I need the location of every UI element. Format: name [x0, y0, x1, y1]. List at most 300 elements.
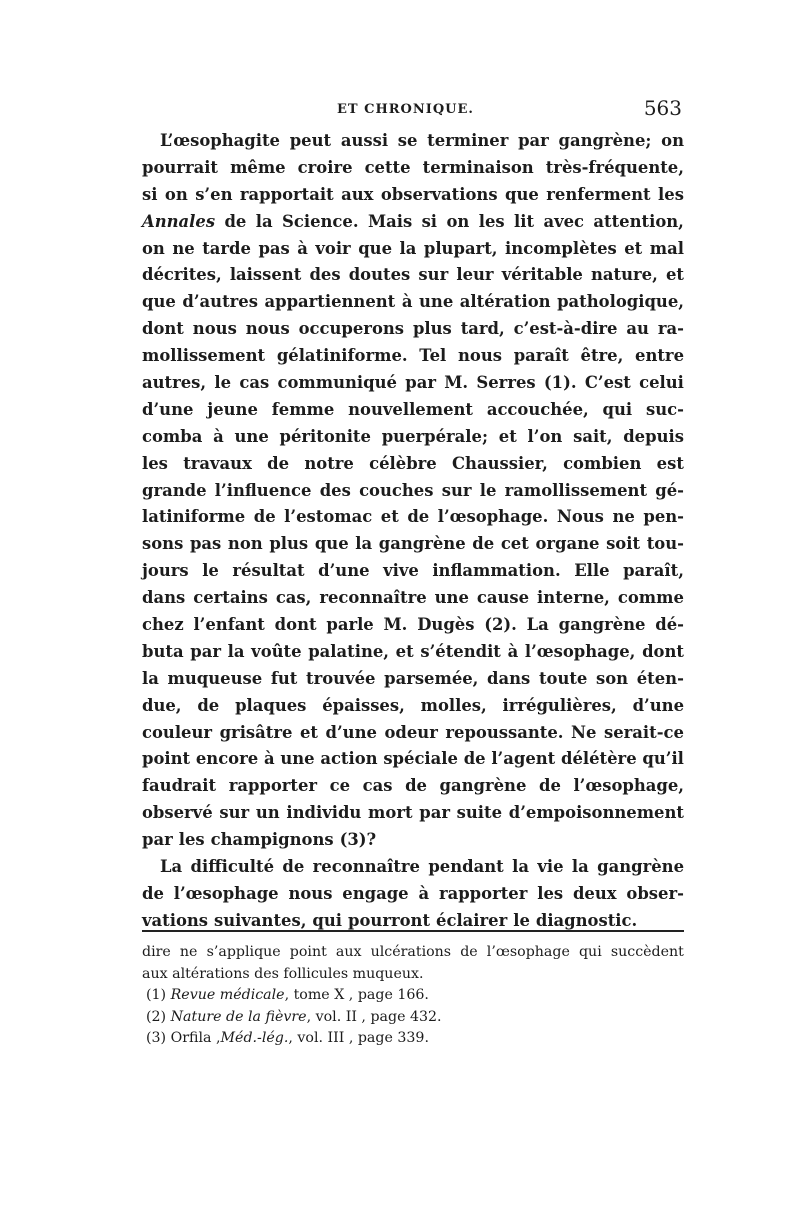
text-line — [142, 289, 684, 316]
word: plus — [412, 319, 452, 339]
word: la — [227, 641, 245, 661]
word: l’œsophage, — [524, 641, 636, 661]
word: que — [142, 292, 176, 312]
word: (3)? — [339, 830, 377, 850]
word: une — [434, 588, 469, 608]
word: par — [405, 373, 436, 393]
text-line — [142, 585, 684, 612]
word: et — [380, 507, 399, 527]
word: ne — [612, 507, 635, 527]
word: éten- — [636, 668, 684, 688]
footnote-1-ref: , tome X , page 166. — [284, 987, 429, 1003]
text-line — [142, 343, 684, 370]
text-line — [142, 155, 684, 182]
word: La — [160, 857, 183, 877]
word: C’est — [584, 373, 631, 393]
word: observé — [142, 803, 213, 823]
word: épaisses, — [322, 695, 405, 715]
footnote-continuation-text: aux altérations des follicules muqueux. — [142, 965, 424, 982]
word: le — [513, 910, 530, 930]
word: jeune — [207, 399, 258, 419]
word: de — [142, 883, 164, 903]
footnote-continuation-line-2 — [142, 964, 684, 986]
word: nous — [245, 319, 290, 339]
word: la — [142, 668, 159, 688]
word: très-fréquente, — [545, 157, 684, 177]
word: on — [446, 211, 470, 231]
word: faudrait — [142, 776, 217, 796]
word: latiniforme — [142, 507, 246, 527]
word: que — [314, 534, 349, 554]
word: nous — [457, 346, 502, 366]
word: ce — [329, 776, 351, 796]
word: non — [227, 534, 263, 554]
word: de — [405, 776, 427, 796]
word: de — [253, 507, 276, 527]
running-title: ET CHRONIQUE. — [337, 102, 474, 117]
word: les — [178, 830, 205, 850]
word: à — [213, 426, 224, 446]
word: se — [397, 131, 418, 150]
word: communiqué — [277, 373, 397, 393]
word: pourront — [348, 910, 431, 930]
word: point — [289, 944, 327, 960]
word: (2). — [484, 615, 517, 635]
word: terminaison — [422, 157, 534, 177]
word: gélatiniforme. — [276, 346, 408, 366]
word: Tel — [419, 346, 447, 366]
word: autres, — [142, 373, 207, 393]
word: Chaussier, — [452, 453, 548, 473]
word: couleur — [142, 722, 213, 742]
footnote-3-source: Méd.-lég. — [220, 1030, 289, 1046]
word: M. — [444, 373, 469, 393]
word: s’étendit — [420, 641, 501, 661]
word: à — [297, 238, 308, 258]
word: pen- — [643, 507, 684, 527]
word: cet — [500, 534, 529, 554]
word: cas, — [275, 588, 312, 608]
word: les — [658, 184, 684, 204]
word: et — [299, 722, 318, 742]
word: mal — [649, 238, 684, 258]
word: appartiennent — [264, 292, 396, 312]
word: travaux — [183, 453, 252, 473]
word: on — [164, 184, 188, 204]
word: aux — [335, 944, 362, 960]
word: grisâtre — [219, 722, 293, 742]
word: à — [418, 883, 430, 903]
text-line — [142, 236, 684, 263]
text-line — [142, 639, 684, 666]
word: de — [407, 507, 430, 527]
word: repoussante. — [445, 722, 564, 742]
word: palatine, — [308, 641, 389, 661]
word: qui — [578, 944, 602, 960]
word: due, — [142, 695, 182, 715]
word: sur — [219, 803, 250, 823]
word: suivantes, — [214, 910, 307, 930]
word: couches — [359, 480, 434, 500]
word: obser- — [626, 883, 684, 903]
text-line — [142, 262, 684, 289]
word: reconnaître — [312, 857, 420, 877]
word: la — [355, 534, 373, 554]
word: entre — [635, 346, 684, 366]
word: et — [498, 426, 517, 446]
word: son — [596, 668, 629, 688]
word: leur — [456, 265, 494, 285]
word: toute — [538, 668, 588, 688]
text-line — [142, 558, 684, 585]
word: d’une — [318, 561, 370, 581]
word: à — [263, 749, 275, 769]
word: laissent — [229, 265, 302, 285]
word: notre — [304, 453, 354, 473]
word: ra- — [657, 319, 684, 339]
word: doutes — [348, 265, 411, 285]
word: trouvée — [306, 668, 376, 688]
word: muqueuse — [167, 668, 263, 688]
word: par — [190, 641, 221, 661]
word: gangrène — [558, 615, 646, 635]
word: le — [202, 561, 219, 581]
word: Annales — [142, 211, 216, 231]
word: ulcérations — [370, 944, 452, 960]
word: on — [661, 131, 684, 150]
word: peut — [289, 131, 332, 150]
word: suc- — [645, 399, 684, 419]
word: d’une — [325, 722, 377, 742]
word: tard, — [460, 319, 505, 339]
word: l’influence — [214, 480, 312, 500]
text-line — [142, 424, 684, 451]
word: ramollissement — [504, 480, 648, 500]
word: cas — [362, 776, 393, 796]
word: le — [214, 373, 232, 393]
word: un — [255, 803, 280, 823]
word: ne — [179, 944, 198, 960]
word: ne — [172, 238, 195, 258]
word: véritable — [501, 265, 583, 285]
word: gangrène — [439, 776, 527, 796]
text-line — [142, 693, 684, 720]
word: nous — [192, 319, 237, 339]
word: pas — [258, 238, 290, 258]
word: nature, — [591, 265, 658, 285]
word: molles, — [420, 695, 487, 715]
word: la — [255, 211, 273, 231]
word: plupart, — [423, 238, 498, 258]
word: qu’il — [642, 749, 684, 769]
word: les — [537, 883, 564, 903]
word: éclairer — [436, 910, 508, 930]
word: reconnaître — [319, 588, 427, 608]
word: rapportait — [239, 184, 334, 204]
word: sur — [418, 265, 449, 285]
word: une — [280, 749, 315, 769]
word: si — [142, 184, 158, 204]
word: que — [358, 238, 393, 258]
word: décrites, — [142, 265, 222, 285]
text-line — [142, 746, 684, 773]
text-line — [142, 504, 684, 531]
word: inflammation. — [432, 561, 561, 581]
word: terminer — [427, 131, 509, 150]
word: à — [401, 292, 413, 312]
word: engage — [342, 883, 409, 903]
word: combien — [563, 453, 642, 473]
word: mollissement — [142, 346, 266, 366]
word: le — [479, 480, 497, 500]
word: sait, — [573, 426, 613, 446]
word: point — [142, 749, 191, 769]
word: puerpérale; — [381, 426, 488, 446]
word: aussi — [340, 131, 389, 150]
word: à — [507, 641, 519, 661]
text-line — [142, 478, 684, 505]
footnote-2 — [142, 1007, 684, 1029]
word: irrégulières, — [502, 695, 617, 715]
word: accouchée, — [486, 399, 589, 419]
word: fut — [270, 668, 298, 688]
word: occuperons — [298, 319, 405, 339]
word: spéciale — [383, 749, 458, 769]
word: de — [460, 944, 478, 960]
text-line — [142, 612, 684, 639]
text-line — [142, 773, 684, 800]
word: est — [656, 453, 684, 473]
word: rapporter — [228, 776, 318, 796]
word: l’estomac — [284, 507, 373, 527]
word: de — [197, 695, 220, 715]
word: mort — [368, 803, 413, 823]
word: comba — [142, 426, 203, 446]
word: dont — [642, 641, 684, 661]
word: dont — [274, 615, 317, 635]
footnote-2-marker: (2) — [146, 1008, 167, 1025]
text-line — [142, 316, 684, 343]
word: une — [418, 292, 454, 312]
word: Elle — [574, 561, 610, 581]
word: de — [224, 211, 247, 231]
word: difficulté — [190, 857, 275, 877]
word: voir — [315, 238, 351, 258]
word: une — [234, 426, 269, 446]
word: nouvellement — [348, 399, 473, 419]
word: de — [538, 776, 561, 796]
word: serait-ce — [604, 722, 684, 742]
word: celui — [639, 373, 684, 393]
word: même — [230, 157, 286, 177]
word: champignons — [210, 830, 334, 850]
word: d’une — [632, 695, 684, 715]
word: la — [571, 857, 589, 877]
word: des — [309, 265, 341, 285]
footnote-2-ref: , vol. II , page 432. — [306, 1008, 442, 1025]
text-line — [142, 531, 684, 558]
word: attention, — [593, 211, 684, 231]
word: c’est-à-dire — [513, 319, 618, 339]
word: voûte — [251, 641, 302, 661]
word: lit — [514, 211, 535, 231]
word: d’empoisonnement — [508, 803, 684, 823]
text-line — [142, 827, 684, 854]
word: La — [526, 615, 549, 635]
word: par — [419, 803, 450, 823]
word: buta — [142, 641, 184, 661]
word: organe — [535, 534, 600, 554]
text-line — [142, 666, 684, 693]
word: paraît — [513, 346, 569, 366]
word: si — [421, 211, 438, 231]
word: être, — [580, 346, 624, 366]
word: altération — [459, 292, 551, 312]
word: pendant — [428, 857, 504, 877]
text-line — [142, 397, 684, 424]
text-line — [142, 182, 684, 209]
word: plaques — [235, 695, 307, 715]
word: femme — [271, 399, 335, 419]
footnote-3 — [142, 1028, 684, 1050]
word: aux — [341, 184, 374, 204]
word: gangrène; — [558, 131, 652, 150]
text-line — [142, 854, 684, 881]
footnote-1-marker: (1) — [146, 987, 167, 1003]
footnotes — [142, 942, 684, 1050]
text-line — [142, 720, 684, 747]
word: d’une — [142, 399, 194, 419]
word: d’autres — [182, 292, 258, 312]
word: soit — [606, 534, 641, 554]
word: au — [626, 319, 649, 339]
word: des — [319, 480, 351, 500]
word: pathologique, — [557, 292, 684, 312]
text-line — [142, 209, 684, 236]
word: suite — [456, 803, 503, 823]
word: gé- — [655, 480, 684, 500]
footnote-2-source: Nature de la fièvre — [170, 1008, 307, 1025]
word: s’en — [195, 184, 233, 204]
word: la — [512, 857, 529, 877]
word: diagnostic. — [535, 910, 638, 930]
word: l’œsophage — [486, 944, 570, 960]
word: renferment — [546, 184, 651, 204]
word: que — [505, 184, 539, 204]
word: dé- — [655, 615, 684, 635]
word: l’œsophage. — [437, 507, 549, 527]
word: jours — [142, 561, 189, 581]
word: et — [624, 238, 643, 258]
word: l’œsophage, — [573, 776, 684, 796]
word: croire — [297, 157, 353, 177]
word: qui — [602, 399, 633, 419]
page-header — [142, 96, 684, 126]
word: sons — [142, 534, 184, 554]
word: Science. — [282, 211, 359, 231]
word: dans — [142, 588, 186, 608]
word: l’enfant — [193, 615, 265, 635]
word: paraît, — [623, 561, 684, 581]
footnote-1-source: Revue médicale — [170, 987, 285, 1003]
footnote-3-marker: (3) — [146, 1030, 167, 1046]
word: s’applique — [206, 944, 281, 960]
word: cas — [239, 373, 270, 393]
word: L’œsophagite — [160, 131, 280, 150]
text-line — [142, 451, 684, 478]
text-line — [142, 800, 684, 827]
word: avec — [543, 211, 585, 231]
word: vie — [537, 857, 564, 877]
word: Serres — [476, 373, 536, 393]
word: cause — [476, 588, 530, 608]
word: certains — [193, 588, 268, 608]
word: odeur — [384, 722, 438, 742]
word: dire — [142, 944, 171, 960]
word: de — [463, 749, 486, 769]
word: (1). — [543, 373, 577, 393]
word: incomplètes — [504, 238, 617, 258]
word: vive — [383, 561, 419, 581]
text-line — [142, 128, 684, 155]
text-line — [142, 370, 684, 397]
word: et — [395, 641, 414, 661]
word: on — [142, 238, 165, 258]
word: de — [472, 534, 495, 554]
word: interne, — [537, 588, 610, 608]
text-line — [142, 881, 684, 908]
main-text — [142, 128, 684, 935]
word: de — [282, 857, 305, 877]
word: par — [142, 830, 173, 850]
word: parle — [326, 615, 374, 635]
word: encore — [195, 749, 259, 769]
word: tarde — [202, 238, 251, 258]
word: délétère — [561, 749, 637, 769]
word: pas — [189, 534, 222, 554]
word: vations — [142, 910, 209, 930]
word: les — [478, 211, 505, 231]
footnote-rule — [142, 930, 684, 932]
word: dont — [142, 319, 184, 339]
word: M. — [383, 615, 408, 635]
word: comme — [617, 588, 684, 608]
word: observations — [380, 184, 498, 204]
page-number: 563 — [643, 96, 682, 120]
word: par — [518, 131, 549, 150]
word: gangrène — [597, 857, 684, 877]
footnote-1 — [142, 985, 684, 1007]
word: chez — [142, 615, 184, 635]
word: individu — [286, 803, 362, 823]
footnote-3-author: Orfila , — [170, 1030, 221, 1046]
word: résultat — [232, 561, 305, 581]
word: action — [320, 749, 378, 769]
word: pourrait — [142, 157, 218, 177]
word: de — [267, 453, 290, 473]
word: gangrène — [378, 534, 466, 554]
word: Ne — [571, 722, 597, 742]
word: rapporter — [438, 883, 528, 903]
word: et — [665, 265, 684, 285]
word: Dugès — [417, 615, 475, 635]
word: cette — [364, 157, 411, 177]
word: depuis — [623, 426, 684, 446]
word: l’on — [527, 426, 563, 446]
word: succèdent — [610, 944, 684, 960]
word: dans — [487, 668, 531, 688]
word: plus — [269, 534, 309, 554]
